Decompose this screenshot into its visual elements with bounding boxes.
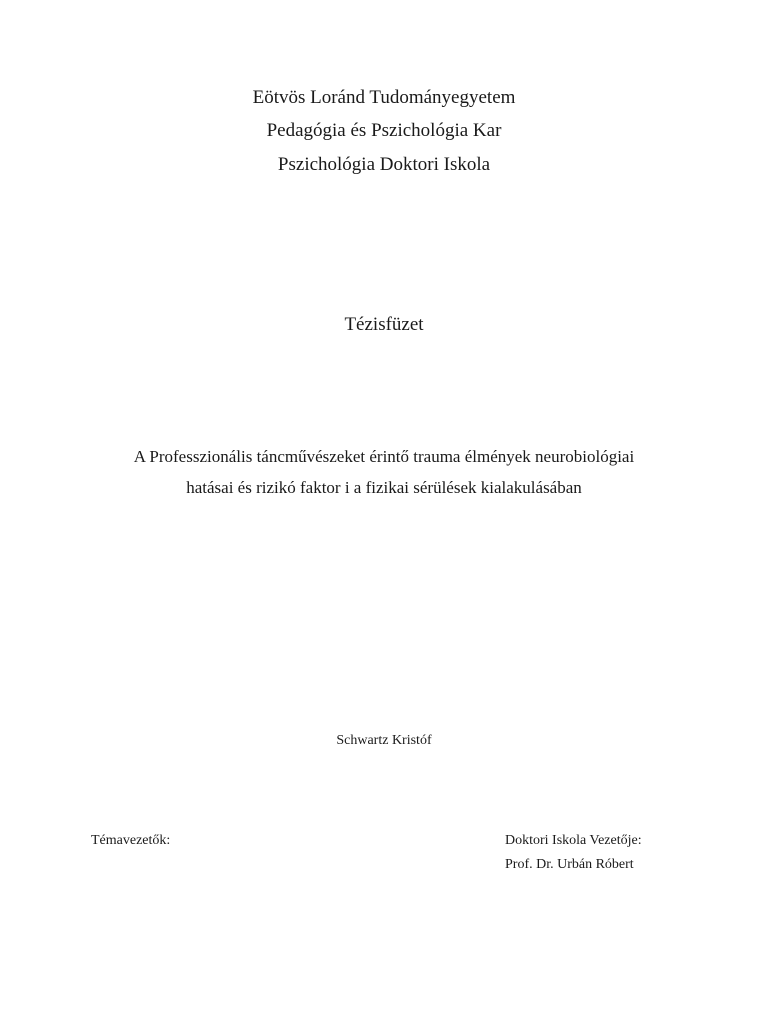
document-type: Tézisfüzet (344, 314, 424, 335)
doctoral-school-name: Pszichológia Doktori Iskola (277, 154, 491, 175)
thesis-title-line-1: A Professzionális táncművészeket érintő trauma élmények neurobiológiai (133, 447, 635, 466)
school-head-name: Prof. Dr. Urbán Róbert (505, 857, 634, 872)
faculty-name: Pedagógia és Pszichológia Kar (266, 120, 502, 141)
author-name: Schwartz Kristóf (336, 733, 432, 748)
school-head-label: Doktori Iskola Vezetője: (505, 833, 642, 848)
university-name: Eötvös Loránd Tudományegyetem (252, 87, 516, 108)
supervisors-label: Témavezetők: (91, 833, 171, 848)
thesis-title-line-2: hatásai és rizikó faktor i a fizikai sérülések kialakulásában (186, 478, 582, 497)
